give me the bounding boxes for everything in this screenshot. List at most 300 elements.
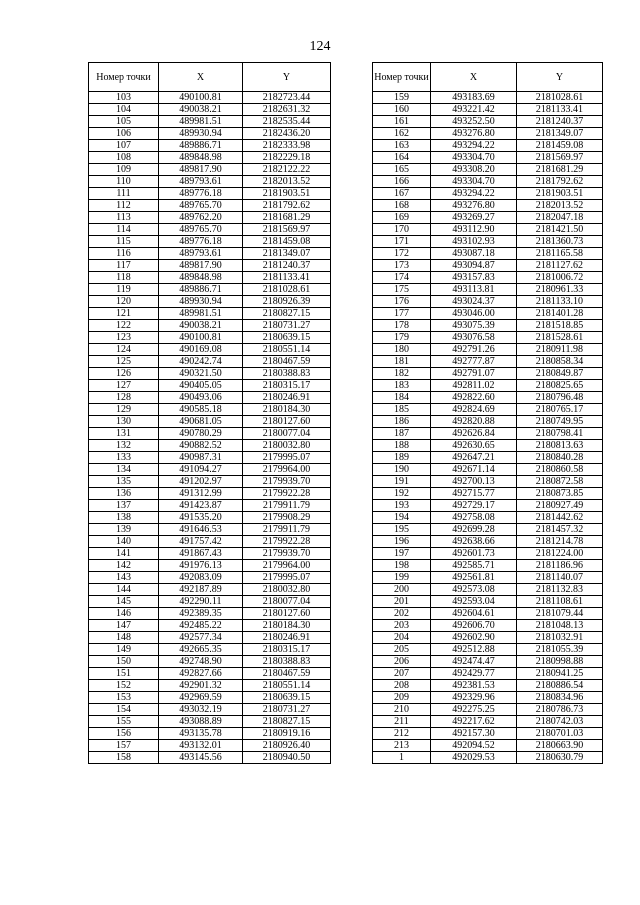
cell-x: 491423.87 [159, 500, 243, 512]
table-row [89, 464, 331, 476]
table-row [89, 560, 331, 572]
table-row [373, 104, 603, 116]
table-row [373, 92, 603, 104]
cell-y: 2181903.51 [517, 188, 603, 200]
cell-x: 491312.99 [159, 488, 243, 500]
cell-y: 2182047.18 [517, 212, 603, 224]
cell-point-number: 118 [89, 272, 159, 284]
table-row [89, 248, 331, 260]
table-row [373, 332, 603, 344]
cell-point-number: 197 [373, 548, 431, 560]
table-row [89, 284, 331, 296]
cell-point-number: 171 [373, 236, 431, 248]
cell-point-number: 134 [89, 464, 159, 476]
cell-point-number: 186 [373, 416, 431, 428]
cell-y: 2182013.52 [243, 176, 331, 188]
cell-x: 492573.08 [431, 584, 517, 596]
coordinates-table-left [88, 62, 331, 764]
cell-point-number: 133 [89, 452, 159, 464]
cell-point-number: 135 [89, 476, 159, 488]
table-row [373, 224, 603, 236]
header-y: Y [243, 63, 331, 92]
cell-y: 2180246.91 [243, 392, 331, 404]
cell-y: 2181133.41 [243, 272, 331, 284]
header-y: Y [517, 63, 603, 92]
cell-y: 2180813.63 [517, 440, 603, 452]
header-x: X [431, 63, 517, 92]
cell-y: 2179911.79 [243, 500, 331, 512]
cell-x: 493145.56 [159, 752, 243, 764]
cell-x: 492485.22 [159, 620, 243, 632]
cell-y: 2180926.40 [243, 740, 331, 752]
cell-x: 489776.18 [159, 188, 243, 200]
cell-point-number: 163 [373, 140, 431, 152]
cell-point-number: 128 [89, 392, 159, 404]
cell-x: 491535.20 [159, 512, 243, 524]
cell-y: 2181681.29 [517, 164, 603, 176]
cell-point-number: 172 [373, 248, 431, 260]
cell-point-number: 200 [373, 584, 431, 596]
cell-x: 493276.80 [431, 128, 517, 140]
table-row [373, 176, 603, 188]
table-row [373, 296, 603, 308]
cell-x: 492606.70 [431, 620, 517, 632]
cell-x: 490780.29 [159, 428, 243, 440]
cell-point-number: 120 [89, 296, 159, 308]
cell-x: 491202.97 [159, 476, 243, 488]
cell-x: 492777.87 [431, 356, 517, 368]
cell-y: 2181792.62 [243, 200, 331, 212]
table-row [89, 308, 331, 320]
table-row [373, 248, 603, 260]
cell-y: 2181006.72 [517, 272, 603, 284]
table-row [89, 500, 331, 512]
cell-y: 2180731.27 [243, 704, 331, 716]
cell-point-number: 116 [89, 248, 159, 260]
cell-x: 490987.31 [159, 452, 243, 464]
cell-x: 493135.78 [159, 728, 243, 740]
cell-x: 492094.52 [431, 740, 517, 752]
cell-y: 2182122.22 [243, 164, 331, 176]
table-row [373, 608, 603, 620]
cell-y: 2180032.80 [243, 440, 331, 452]
cell-y: 2180919.16 [243, 728, 331, 740]
cell-y: 2181186.96 [517, 560, 603, 572]
cell-point-number: 129 [89, 404, 159, 416]
cell-point-number: 153 [89, 692, 159, 704]
cell-point-number: 115 [89, 236, 159, 248]
cell-point-number: 210 [373, 704, 431, 716]
table-row [89, 620, 331, 632]
cell-y: 2180388.83 [243, 656, 331, 668]
cell-y: 2179911.79 [243, 524, 331, 536]
cell-x: 492647.21 [431, 452, 517, 464]
cell-point-number: 132 [89, 440, 159, 452]
cell-y: 2180388.83 [243, 368, 331, 380]
cell-x: 492512.88 [431, 644, 517, 656]
cell-x: 492715.77 [431, 488, 517, 500]
cell-x: 490493.06 [159, 392, 243, 404]
cell-x: 492593.04 [431, 596, 517, 608]
cell-y: 2181133.10 [517, 296, 603, 308]
table-row [89, 116, 331, 128]
cell-point-number: 121 [89, 308, 159, 320]
cell-x: 493252.50 [431, 116, 517, 128]
cell-x: 489886.71 [159, 284, 243, 296]
table-row [89, 200, 331, 212]
cell-y: 2182013.52 [517, 200, 603, 212]
table-row [89, 404, 331, 416]
cell-x: 491757.42 [159, 536, 243, 548]
cell-point-number: 198 [373, 560, 431, 572]
cell-y: 2181569.97 [243, 224, 331, 236]
cell-x: 492585.71 [431, 560, 517, 572]
cell-x: 490681.05 [159, 416, 243, 428]
cell-x: 492029.53 [431, 752, 517, 764]
cell-point-number: 157 [89, 740, 159, 752]
table-row [89, 164, 331, 176]
table-row [89, 536, 331, 548]
cell-x: 492290.11 [159, 596, 243, 608]
table-row [89, 440, 331, 452]
table-row [373, 560, 603, 572]
table-row [89, 332, 331, 344]
cell-x: 493276.80 [431, 200, 517, 212]
cell-y: 2181028.61 [517, 92, 603, 104]
cell-y: 2180467.59 [243, 356, 331, 368]
table-row [373, 428, 603, 440]
cell-y: 2180765.17 [517, 404, 603, 416]
table-header-row [89, 63, 331, 92]
cell-point-number: 123 [89, 332, 159, 344]
cell-x: 489793.61 [159, 248, 243, 260]
cell-point-number: 179 [373, 332, 431, 344]
cell-x: 492389.35 [159, 608, 243, 620]
cell-y: 2180858.34 [517, 356, 603, 368]
cell-point-number: 167 [373, 188, 431, 200]
cell-x: 492083.09 [159, 572, 243, 584]
cell-x: 492729.17 [431, 500, 517, 512]
table-row [373, 596, 603, 608]
cell-x: 493046.00 [431, 308, 517, 320]
cell-x: 490038.21 [159, 104, 243, 116]
cell-y: 2181140.07 [517, 572, 603, 584]
table-row [373, 116, 603, 128]
table-row [89, 176, 331, 188]
cell-point-number: 170 [373, 224, 431, 236]
cell-y: 2180077.04 [243, 428, 331, 440]
cell-y: 2180927.49 [517, 500, 603, 512]
cell-y: 2180825.65 [517, 380, 603, 392]
cell-point-number: 202 [373, 608, 431, 620]
cell-point-number: 191 [373, 476, 431, 488]
cell-y: 2182229.18 [243, 152, 331, 164]
cell-x: 493294.22 [431, 140, 517, 152]
cell-x: 493075.39 [431, 320, 517, 332]
cell-x: 489848.98 [159, 272, 243, 284]
cell-x: 490405.05 [159, 380, 243, 392]
table-row [373, 500, 603, 512]
cell-point-number: 177 [373, 308, 431, 320]
table-row [373, 692, 603, 704]
cell-y: 2180639.15 [243, 332, 331, 344]
table-row [89, 92, 331, 104]
cell-point-number: 112 [89, 200, 159, 212]
table-row [89, 104, 331, 116]
table-row [373, 536, 603, 548]
cell-x: 489981.51 [159, 308, 243, 320]
cell-y: 2180840.28 [517, 452, 603, 464]
cell-x: 492626.84 [431, 428, 517, 440]
cell-y: 2181032.91 [517, 632, 603, 644]
table-row [373, 380, 603, 392]
table-row [373, 140, 603, 152]
cell-point-number: 147 [89, 620, 159, 632]
cell-point-number: 156 [89, 728, 159, 740]
cell-y: 2179964.00 [243, 464, 331, 476]
cell-x: 492429.77 [431, 668, 517, 680]
cell-point-number: 168 [373, 200, 431, 212]
cell-y: 2181360.73 [517, 236, 603, 248]
cell-point-number: 175 [373, 284, 431, 296]
cell-point-number: 124 [89, 344, 159, 356]
table-row [89, 140, 331, 152]
cell-y: 2181569.97 [517, 152, 603, 164]
table-header-row [373, 63, 603, 92]
cell-x: 490882.52 [159, 440, 243, 452]
cell-y: 2180786.73 [517, 704, 603, 716]
table-row [373, 164, 603, 176]
table-row [373, 188, 603, 200]
table-row [89, 524, 331, 536]
cell-point-number: 207 [373, 668, 431, 680]
table-row [89, 584, 331, 596]
cell-point-number: 111 [89, 188, 159, 200]
table-row [89, 644, 331, 656]
cell-x: 493076.58 [431, 332, 517, 344]
cell-point-number: 103 [89, 92, 159, 104]
table-row [89, 704, 331, 716]
cell-y: 2180246.91 [243, 632, 331, 644]
cell-x: 492630.65 [431, 440, 517, 452]
cell-x: 492601.73 [431, 548, 517, 560]
cell-y: 2180315.17 [243, 644, 331, 656]
cell-point-number: 184 [373, 392, 431, 404]
cell-x: 493102.93 [431, 236, 517, 248]
cell-y: 2180315.17 [243, 380, 331, 392]
cell-x: 492217.62 [431, 716, 517, 728]
cell-y: 2181055.39 [517, 644, 603, 656]
table-row [89, 320, 331, 332]
cell-point-number: 164 [373, 152, 431, 164]
cell-x: 492758.08 [431, 512, 517, 524]
cell-x: 492381.53 [431, 680, 517, 692]
cell-y: 2180184.30 [243, 404, 331, 416]
cell-point-number: 196 [373, 536, 431, 548]
cell-x: 492699.28 [431, 524, 517, 536]
cell-x: 490100.81 [159, 92, 243, 104]
cell-y: 2180731.27 [243, 320, 331, 332]
cell-point-number: 183 [373, 380, 431, 392]
table-row [373, 620, 603, 632]
cell-x: 493308.20 [431, 164, 517, 176]
cell-point-number: 126 [89, 368, 159, 380]
cell-x: 493132.01 [159, 740, 243, 752]
cell-y: 2182436.20 [243, 128, 331, 140]
table-row [89, 452, 331, 464]
cell-x: 493304.70 [431, 152, 517, 164]
cell-y: 2181457.32 [517, 524, 603, 536]
table-row [373, 404, 603, 416]
cell-point-number: 107 [89, 140, 159, 152]
cell-y: 2181459.08 [517, 140, 603, 152]
cell-point-number: 206 [373, 656, 431, 668]
cell-y: 2180834.96 [517, 692, 603, 704]
cell-point-number: 143 [89, 572, 159, 584]
cell-y: 2180639.15 [243, 692, 331, 704]
cell-x: 490038.21 [159, 320, 243, 332]
table-row [373, 344, 603, 356]
cell-y: 2180184.30 [243, 620, 331, 632]
table-row [373, 212, 603, 224]
cell-y: 2179939.70 [243, 476, 331, 488]
cell-y: 2180926.39 [243, 296, 331, 308]
cell-y: 2181165.58 [517, 248, 603, 260]
cell-x: 490585.18 [159, 404, 243, 416]
cell-y: 2180911.98 [517, 344, 603, 356]
table-row [373, 320, 603, 332]
cell-point-number: 176 [373, 296, 431, 308]
cell-point-number: 162 [373, 128, 431, 140]
cell-point-number: 146 [89, 608, 159, 620]
table-row [89, 656, 331, 668]
cell-x: 489886.71 [159, 140, 243, 152]
cell-point-number: 190 [373, 464, 431, 476]
cell-point-number: 149 [89, 644, 159, 656]
table-row [373, 656, 603, 668]
table-row [373, 284, 603, 296]
table-row [373, 464, 603, 476]
header-point-number: Номер точки [373, 63, 431, 92]
cell-x: 492827.66 [159, 668, 243, 680]
cell-y: 2180032.80 [243, 584, 331, 596]
page-number: 124 [309, 39, 331, 54]
cell-x: 490100.81 [159, 332, 243, 344]
cell-point-number: 131 [89, 428, 159, 440]
cell-x: 492187.89 [159, 584, 243, 596]
cell-y: 2181240.37 [517, 116, 603, 128]
cell-y: 2181792.62 [517, 176, 603, 188]
cell-x: 493183.69 [431, 92, 517, 104]
table-row [89, 260, 331, 272]
table-row [89, 608, 331, 620]
table-row [89, 512, 331, 524]
table-row [89, 632, 331, 644]
table-row [373, 704, 603, 716]
cell-y: 2180827.15 [243, 308, 331, 320]
table-row [89, 428, 331, 440]
cell-point-number: 136 [89, 488, 159, 500]
cell-y: 2179939.70 [243, 548, 331, 560]
cell-x: 493024.37 [431, 296, 517, 308]
table-row [373, 668, 603, 680]
cell-x: 492157.30 [431, 728, 517, 740]
cell-point-number: 151 [89, 668, 159, 680]
cell-x: 492329.96 [431, 692, 517, 704]
cell-x: 492791.07 [431, 368, 517, 380]
cell-x: 492602.90 [431, 632, 517, 644]
cell-point-number: 142 [89, 560, 159, 572]
cell-x: 491094.27 [159, 464, 243, 476]
table-row [89, 212, 331, 224]
cell-point-number: 154 [89, 704, 159, 716]
cell-y: 2181214.78 [517, 536, 603, 548]
cell-y: 2179995.07 [243, 452, 331, 464]
cell-y: 2182333.98 [243, 140, 331, 152]
cell-y: 2181401.28 [517, 308, 603, 320]
cell-y: 2179922.28 [243, 488, 331, 500]
cell-point-number: 203 [373, 620, 431, 632]
cell-point-number: 180 [373, 344, 431, 356]
cell-y: 2182723.44 [243, 92, 331, 104]
cell-x: 493094.87 [431, 260, 517, 272]
cell-y: 2180886.54 [517, 680, 603, 692]
cell-point-number: 148 [89, 632, 159, 644]
cell-point-number: 137 [89, 500, 159, 512]
cell-y: 2181421.50 [517, 224, 603, 236]
table-row [373, 368, 603, 380]
cell-x: 492561.81 [431, 572, 517, 584]
cell-x: 492811.02 [431, 380, 517, 392]
cell-y: 2181132.83 [517, 584, 603, 596]
cell-point-number: 160 [373, 104, 431, 116]
cell-point-number: 187 [373, 428, 431, 440]
cell-point-number: 158 [89, 752, 159, 764]
table-row [373, 416, 603, 428]
cell-point-number: 193 [373, 500, 431, 512]
coordinates-table-right [372, 62, 603, 764]
cell-y: 2180941.25 [517, 668, 603, 680]
cell-x: 492700.13 [431, 476, 517, 488]
table-row [373, 488, 603, 500]
table-row [89, 680, 331, 692]
cell-x: 492824.69 [431, 404, 517, 416]
table-row [89, 416, 331, 428]
cell-point-number: 182 [373, 368, 431, 380]
cell-y: 2180796.48 [517, 392, 603, 404]
cell-y: 2181240.37 [243, 260, 331, 272]
table-row [89, 716, 331, 728]
table-row [89, 728, 331, 740]
cell-point-number: 161 [373, 116, 431, 128]
cell-x: 493157.83 [431, 272, 517, 284]
cell-y: 2181349.07 [243, 248, 331, 260]
table-row [89, 392, 331, 404]
cell-x: 493269.27 [431, 212, 517, 224]
cell-point-number: 169 [373, 212, 431, 224]
table-row [373, 152, 603, 164]
cell-x: 493032.19 [159, 704, 243, 716]
cell-y: 2180961.33 [517, 284, 603, 296]
table-row [89, 668, 331, 680]
cell-point-number: 108 [89, 152, 159, 164]
table-row [89, 128, 331, 140]
table-row [373, 548, 603, 560]
cell-point-number: 150 [89, 656, 159, 668]
cell-point-number: 155 [89, 716, 159, 728]
table-row [89, 188, 331, 200]
cell-x: 492474.47 [431, 656, 517, 668]
